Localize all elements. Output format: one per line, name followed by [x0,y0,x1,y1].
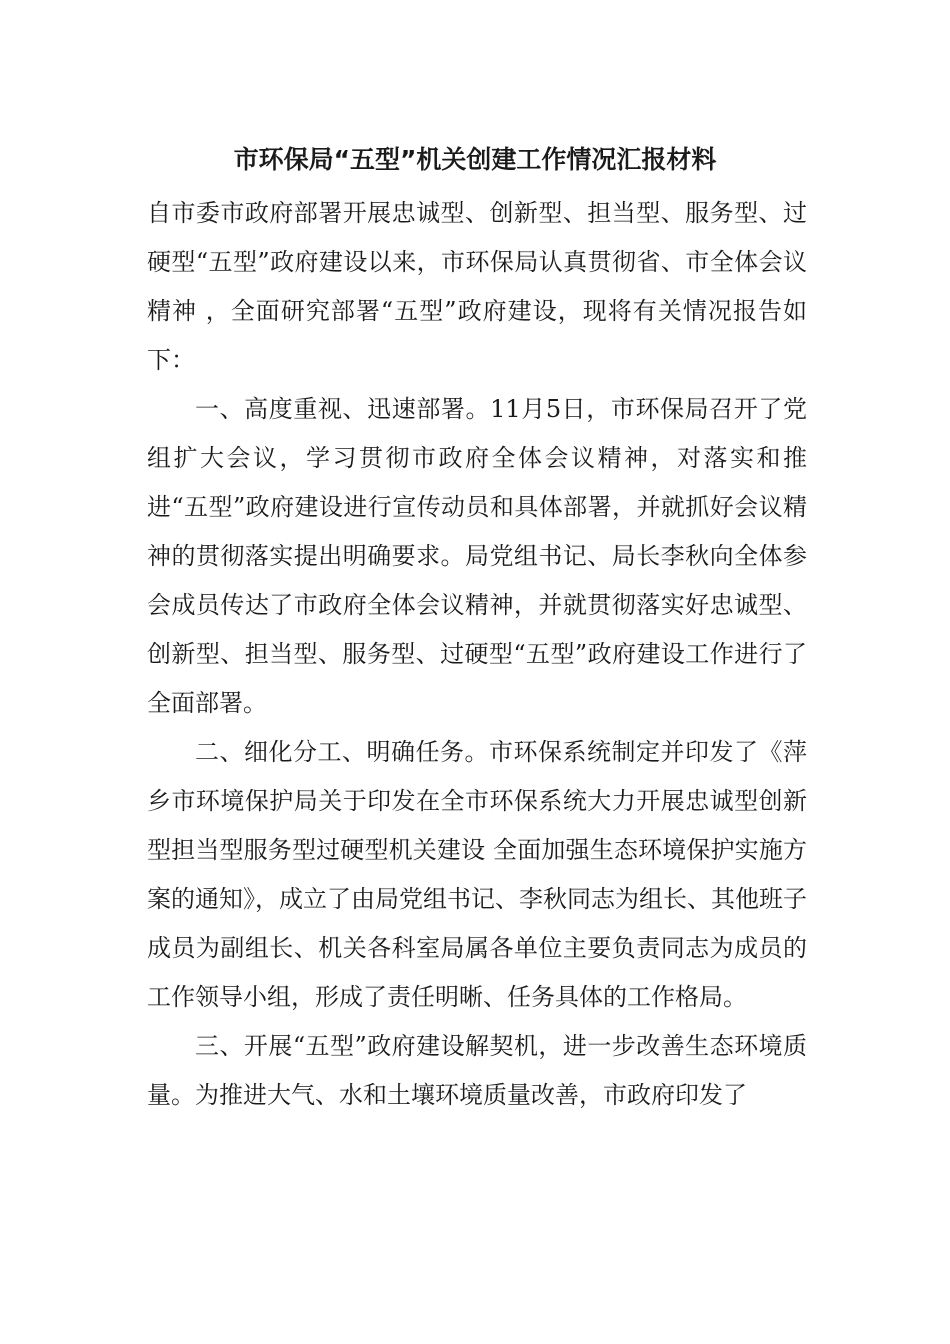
section-three-paragraph: 三、开展“五型”政府建设解契机，进一步改善生态环境质量。为推进大气、水和土壤环境质量改善，市政府印发了 [147,1032,807,1109]
section-one-paragraph: 一、高度重视、迅速部署。11月5日，市环保局召开了党组扩大会议，学习贯彻市政府全体会议精神，对落实和推进“五型”政府建设进行宣传动员和具体部署，并就抓好会议精神的贯彻落实提出明确要求。局党组书记、局长李秋向全体参会成员传达了市政府全体会议精神，并就贯彻落实好忠诚型、创新型、担当型、服务型、过硬型“五型”政府建设工作进行了全面部署。 [147,395,807,717]
section-two-paragraph: 二、细化分工、明确任务。市环保系统制定并印发了《萍乡市环境保护局关于印发在全市环保系统大力开展忠诚型创新型担当型服务型过硬型机关建设 全面加强生态环境保护实施方案的通知》，成立了由局党组书记、李秋同志为组长、其他班子成员为副组长、机关各科室局属各单位主要负责同志为成员的工作领导小组，形成了责任明晰、任务具体的工作格局。 [147,738,807,1011]
document-title: 市环保局“五型”机关创建工作情况汇报材料 [233,145,717,174]
intro-paragraph: 自市委市政府部署开展忠诚型、创新型、担当型、服务型、过硬型“五型”政府建设以来，市环保局认真贯彻省、市全体会议精神 ，全面研究部署“五型”政府建设，现将有关情况报告如下： [147,199,807,374]
document-body [147,189,807,1120]
